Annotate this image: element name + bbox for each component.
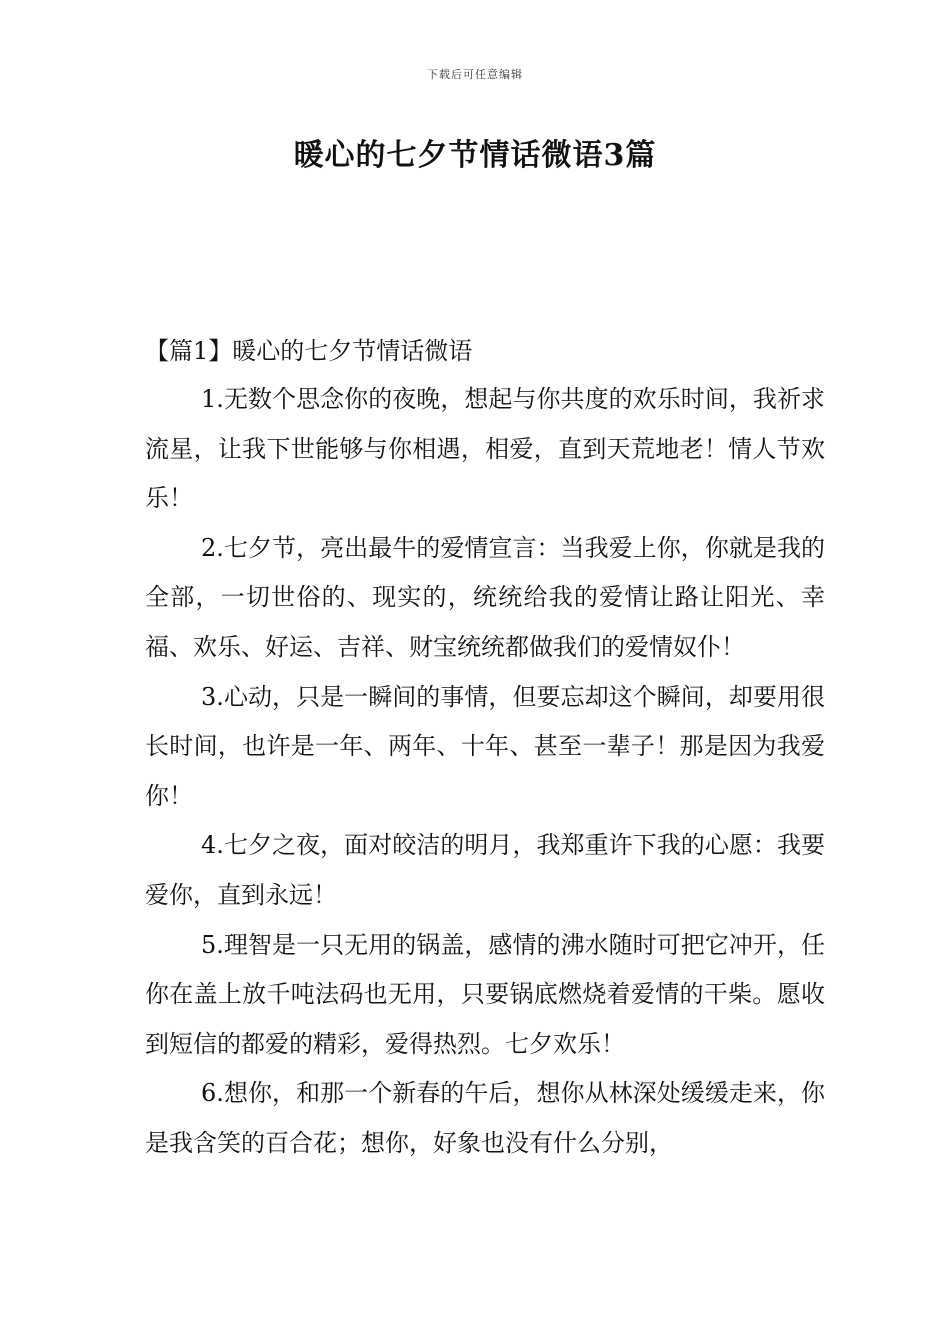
paragraph-1: 1.无数个思念你的夜晚，想起与你共度的欢乐时间，我祈求流星，让我下世能够与你相遇，相爱，直到天荒地老！情人节欢乐！ [145, 385, 825, 513]
paragraph-5: 5.理智是一只无用的锅盖，感情的沸水随时可把它冲开，任你在盖上放千吨法码也无用，只要锅底燃烧着爱情的干柴。愿收到短信的都爱的精彩，爱得热烈。七夕欢乐！ [145, 930, 825, 1058]
paragraph-3: 3.心动，只是一瞬间的事情，但要忘却这个瞬间，却要用很长时间，也许是一年、两年、十年、甚至一辈子！那是因为我爱你！ [145, 682, 825, 810]
section-heading: 【篇1】暖心的七夕节情话微语 [145, 337, 473, 365]
paragraph-4: 4.七夕之夜，面对皎洁的明月，我郑重许下我的心愿：我要爱你，直到永远！ [145, 831, 825, 909]
paragraph-2: 2.七夕节，亮出最牛的爱情宣言：当我爱上你，你就是我的全部，一切世俗的、现实的，统统给我的爱情让路让阳光、幸福、欢乐、好运、吉祥、财宝统统都做我们的爱情奴仆！ [145, 533, 825, 661]
paragraph-6: 6.想你，和那一个新春的午后，想你从林深处缓缓走来，你是我含笑的百合花；想你，好象也没有什么分别， [145, 1079, 825, 1157]
document-body [145, 327, 825, 1169]
document-title: 暖心的七夕节情话微语3篇 [293, 138, 657, 173]
header-note: 下载后可任意编辑 [427, 68, 523, 81]
